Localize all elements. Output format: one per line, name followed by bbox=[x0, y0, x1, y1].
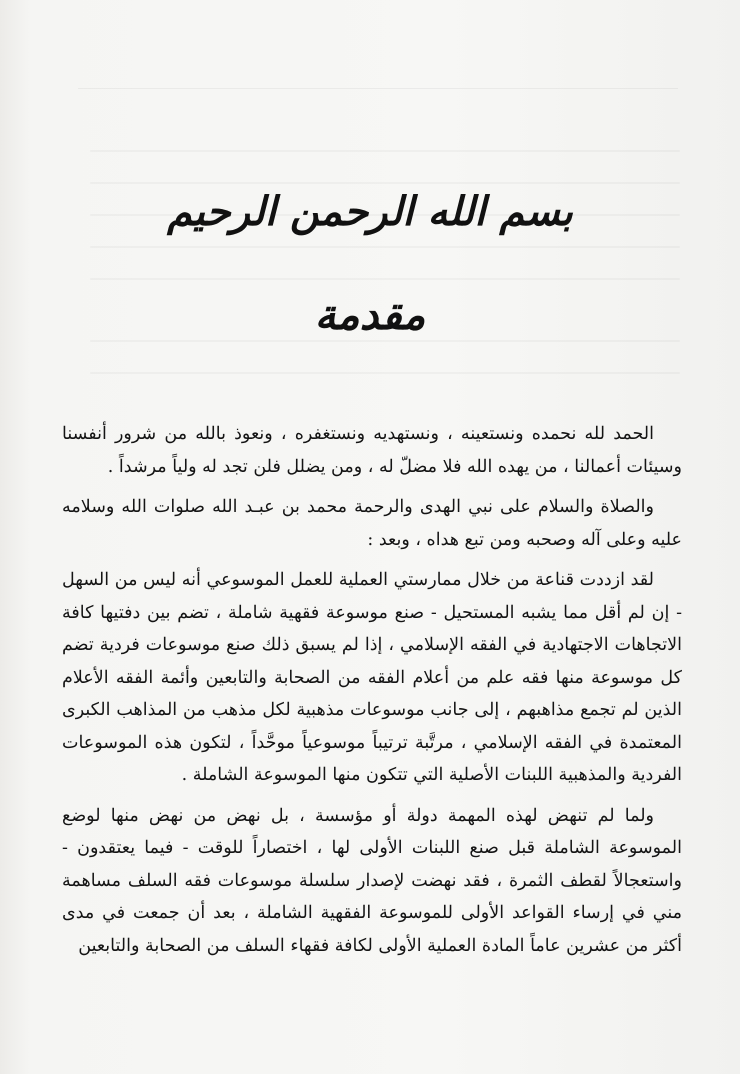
paragraph-praise: الحمد لله نحمده ونستعينه ، ونستهديه ونستغفره ، ونعوذ بالله من شرور أنفسنا وسيئات أعمالنا ، من يهده الله فلا مضلّ له ، ومن يضلل فلن تجد له ولياً مرشداً . bbox=[62, 424, 682, 477]
bleed-through-line bbox=[90, 150, 680, 152]
bleed-through-line bbox=[90, 278, 680, 280]
page-title: مقدمة bbox=[314, 290, 426, 339]
bleed-through-line bbox=[90, 246, 680, 248]
body-text bbox=[62, 418, 682, 970]
paragraph-initiative: ولما لم تنهض لهذه المهمة دولة أو مؤسسة ، بل نهض من نهض منها لوضع الموسوعة الشاملة قبل صنع اللبنات الأولى لها ، اختصاراً للوقت - فيما يعتقدون - واستعجالاً لقطف الثمرة ، فقد نهضت لإصدار سلسلة موسوعات فقه السلف مساهمة مني في إرساء القواعد الأولى للموسوعة الفقهية الشاملة ، بعد أن جمعت في مدى أكثر من عشرين عاماً المادة العملية الأولى لكافة فقهاء السلف من الصحابة والتابعين bbox=[62, 805, 682, 956]
paragraph-conviction: لقد ازددت قناعة من خلال ممارستي العملية للعمل الموسوعي أنه ليس من السهل - إن لم أقل مما يشبه المستحيل - صنع موسوعة فقهية شاملة ، تضم بين دفتيها كافة الاتجاهات الاجتهادية في الفقه الإسلامي ، إذا لم يسبق ذلك صنع موسوعات فردية تضم كل موسوعة منها فقه علم من أعلام الفقه من الصحابة والتابعين وأئمة الفقه الأعلام الذين لم تجمع مذاهبهم ، إلى جانب موسوعات مذهبية لكل مذهب من المذاهب الكبرى المعتمدة في الفقه الإسلامي ، مرتَّبة ترتيباً موسوعياً موحَّداً ، لتكون هذه الموسوعات الفردية والمذهبية اللبنات الأصلية التي تتكون منها الموسوعة الشاملة . bbox=[62, 570, 682, 785]
bleed-through-line bbox=[90, 182, 680, 184]
bleed-through-header-rule bbox=[78, 88, 678, 89]
paragraph-salutation: والصلاة والسلام على نبي الهدى والرحمة محمد بن عبـد الله صلوات الله وسلامه عليه وعلى آله وصحبه ومن تبع هداه ، وبعد : bbox=[62, 497, 682, 550]
bleed-through-line bbox=[90, 340, 680, 342]
bleed-through-line bbox=[90, 372, 680, 374]
basmala-calligraphy: بسم الله الرحمن الرحيم bbox=[167, 188, 573, 235]
